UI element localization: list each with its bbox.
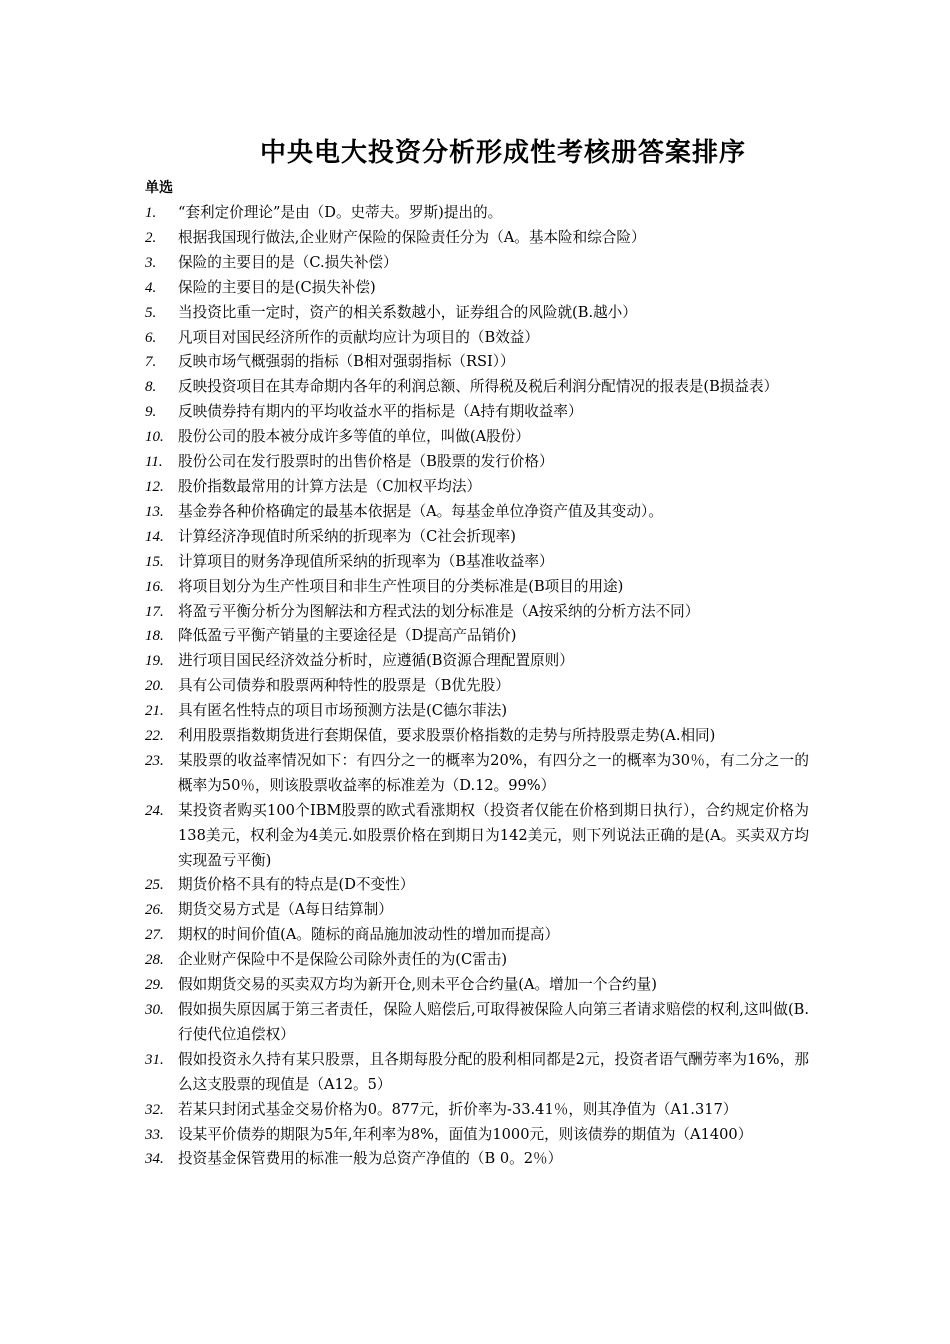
question-text: 当投资比重一定时，资产的相关系数越小，证券组合的风险就(B.越小） [178,303,637,321]
question-number: 4. [145,279,157,296]
question-text: 将盈亏平衡分析分为图解法和方程式法的划分标准是（A按采纳的分析方法不同） [178,602,700,620]
question-text: 某股票的收益率情况如下：有四分之一的概率为20%，有四分之一的概率为30％，有二分之一的概率为50％，则该股票收益率的标准差为（D.12。99%） [178,751,809,794]
question-text: 将项目划分为生产性项目和非生产性项目的分类标准是(B项目的用途) [178,577,624,595]
question-text: 假如损失原因属于第三者责任，保险人赔偿后,可取得被保险人向第三者请求赔偿的权利,这叫做(B.行使代位追偿权） [178,1001,809,1043]
question-item [145,674,809,699]
question-item [145,550,809,575]
question-text: 股份公司在发行股票时的出售价格是（B股票的发行价格） [178,453,554,471]
question-item [145,326,809,351]
question-text: “套利定价理论”是由（D。史蒂夫。罗斯)提出的。 [178,204,503,221]
question-number: 5. [145,304,157,321]
question-text: 具有匿名性特点的项目市场预测方法是(C德尔菲法) [178,702,508,720]
question-item [145,749,809,799]
question-text: 具有公司债券和股票两种特性的股票是（B优先股） [178,677,510,695]
question-text: 设某平价债券的期限为5年,年利率为8%，面值为1000元，则该债券的期值为（A1400） [178,1125,753,1143]
question-text: 降低盈亏平衡产销量的主要途径是（D提高产品销价) [178,627,517,645]
question-item [145,973,809,998]
question-item [145,301,809,326]
question-item [145,450,809,475]
question-item [145,898,809,923]
question-text: 股份公司的股本被分成许多等值的单位，叫做(A股份） [178,428,530,446]
question-number: 34. [145,1151,164,1168]
question-number: 32. [145,1101,164,1118]
question-number: 33. [145,1126,164,1143]
question-text: 某投资者购买100个IBM股票的欧式看涨期权（投资者仅能在价格到期日执行），合约规定价格为138美元，权利金为4美元.如股票价格在到期日为142美元，则下列说法正确的是(A。买卖双方均实现盈亏平衡) [178,801,809,869]
question-number: 30. [145,1002,164,1018]
question-number: 23. [145,752,164,769]
question-item [145,724,809,749]
document-title: 中央电大投资分析形成性考核册答案排序 [259,138,746,168]
question-number: 25. [145,877,164,894]
question-text: 假如投资永久持有某只股票，且各期每股分配的股利相同都是2元，投资者语气酬劳率为16%，那么这支股票的现值是（A12。5） [178,1050,809,1093]
question-text: 根据我国现行做法,企业财产保险的保险责任分为（A。基本险和综合险） [178,228,646,246]
question-number: 6. [145,329,157,346]
question-text: 投资基金保管费用的标准一般为总资产净值的（B 0。2％） [178,1150,563,1168]
question-item [145,1098,809,1123]
question-item [145,1123,809,1148]
question-item [145,624,809,649]
question-number: 13. [145,503,164,520]
question-number: 19. [145,653,164,670]
question-number: 12. [145,478,164,495]
question-text: 保险的主要目的是（C.损失补偿） [178,253,398,271]
question-item [145,276,809,301]
question-text: 期权的时间价值(A。随标的商品施加波动性的增加而提高） [178,926,560,944]
question-item [145,699,809,724]
question-text: 期货交易方式是（A每日结算制） [178,901,393,919]
question-item [145,525,809,550]
question-number: 20. [145,678,164,695]
question-text: 凡项目对国民经济所作的贡献均应计为项目的（B效益） [178,328,539,346]
question-item [145,251,809,276]
question-text: 进行项目国民经济效益分析时，应遵循(B资源合理配置原则） [178,652,574,670]
question-item [145,998,809,1048]
question-item [145,649,809,674]
question-list [145,201,809,1172]
question-text: 利用股票指数期货进行套期保值，要求股票价格指数的走势与所持股票走势(A.相同) [178,727,716,745]
question-number: 1. [145,205,157,221]
question-text: 保险的主要目的是(C损失补偿) [178,278,376,296]
question-item [145,1147,809,1172]
question-item [145,923,809,948]
question-text: 若某只封闭式基金交易价格为0。877元，折价率为-33.41％，则其净值为（A1.317） [178,1100,738,1118]
question-item [145,500,809,525]
question-item [145,948,809,973]
question-item [145,600,809,625]
question-text: 期货价格不具有的特点是(D不变性） [178,876,415,894]
question-number: 14. [145,528,164,545]
question-text: 计算经济净现值时所采纳的折现率为（C社会折现率) [178,527,516,545]
question-number: 28. [145,952,164,969]
question-text: 反映债券持有期内的平均收益水平的指标是（A持有期收益率） [178,403,583,421]
question-item [145,873,809,898]
section-heading: 单选 [145,180,173,196]
question-text: 股价指数最常用的计算方法是（C加权平均法） [178,477,482,495]
question-text: 基金券各种价格确定的最基本依据是（A。每基金单位净资产值及其变动）。 [178,502,663,520]
question-number: 3. [145,254,157,271]
question-item [145,201,809,226]
question-number: 15. [145,553,164,570]
question-number: 2. [145,229,157,246]
question-item [145,799,809,874]
question-text: 计算项目的财务净现值所采纳的折现率为（B基准收益率） [178,552,554,570]
question-number: 29. [145,977,164,994]
question-number: 22. [145,728,164,745]
question-number: 11. [145,454,163,471]
question-number: 26. [145,902,164,919]
question-item [145,475,809,500]
question-text: 反映市场气概强弱的指标（B相对强弱指标（RSI）） [178,353,515,371]
question-item [145,350,809,375]
question-item [145,425,809,450]
question-number: 31. [145,1051,164,1068]
question-text: 企业财产保险中不是保险公司除外责任的为(C雷击) [178,951,508,969]
question-number: 9. [145,404,157,421]
question-number: 18. [145,628,164,645]
question-text: 反映投资项目在其寿命期内各年的利润总额、所得税及税后利润分配情况的报表是(B损益表） [178,378,779,396]
question-number: 17. [145,603,164,620]
question-number: 16. [145,578,164,595]
question-number: 8. [145,379,157,396]
question-item [145,226,809,251]
question-text: 假如期货交易的买卖双方均为新开仓,则未平仓合约量(A。增加一个合约量) [178,976,657,994]
question-item [145,575,809,600]
question-item [145,375,809,400]
question-item [145,400,809,425]
question-number: 10. [145,429,164,446]
question-item [145,1048,809,1098]
question-number: 27. [145,927,164,944]
question-number: 21. [145,703,164,720]
question-number: 24. [145,802,164,819]
question-number: 7. [145,354,157,371]
